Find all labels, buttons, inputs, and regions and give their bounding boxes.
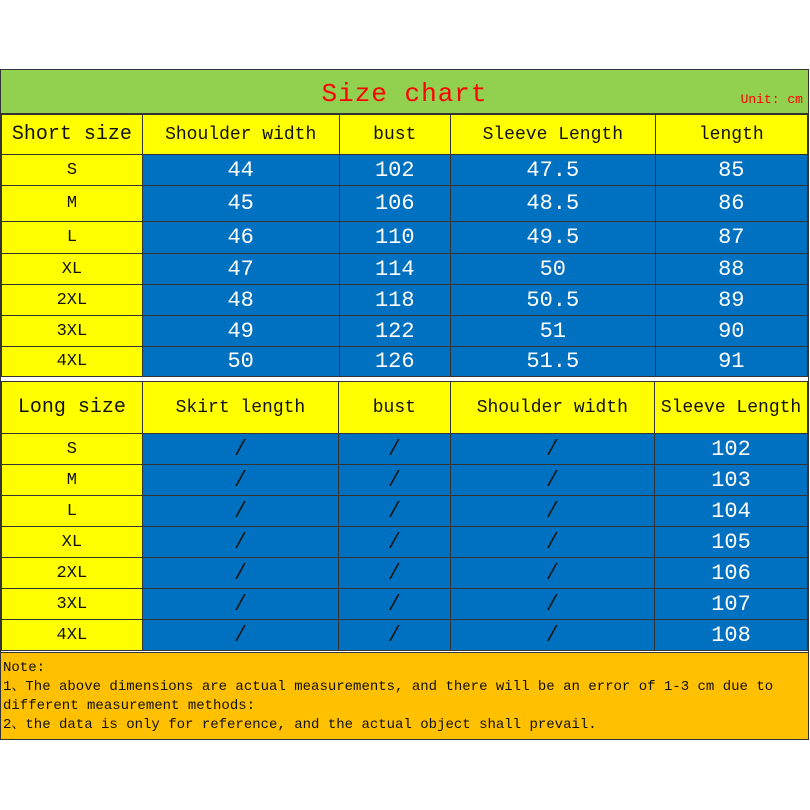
size-label: L bbox=[2, 222, 143, 254]
note-item: 1、The above dimensions are actual measurements, and there will be an error of 1-3 cm due to different measurement methods: bbox=[3, 679, 782, 714]
measurement-cell: / bbox=[450, 558, 655, 589]
measurement-cell: / bbox=[450, 496, 655, 527]
note-item: 2、the data is only for reference, and the actual object shall prevail. bbox=[3, 717, 597, 733]
column-header: length bbox=[655, 115, 807, 155]
table-row bbox=[2, 620, 808, 651]
measurement-cell: / bbox=[450, 434, 655, 465]
size-label: L bbox=[2, 496, 143, 527]
long-size-table bbox=[1, 381, 808, 651]
measurement-cell: 102 bbox=[655, 434, 808, 465]
measurement-cell: / bbox=[339, 434, 450, 465]
measurement-cell: / bbox=[339, 527, 450, 558]
measurement-cell: 88 bbox=[655, 254, 807, 285]
column-header: Sleeve Length bbox=[451, 115, 656, 155]
measurement-cell: 50 bbox=[451, 254, 656, 285]
measurement-cell: / bbox=[142, 465, 338, 496]
table-row bbox=[2, 465, 808, 496]
header-row bbox=[2, 382, 808, 434]
size-type-header: Long size bbox=[2, 382, 143, 434]
unit-label: Unit: cm bbox=[740, 92, 803, 107]
measurement-cell: 49 bbox=[142, 316, 339, 347]
measurement-cell: / bbox=[142, 620, 338, 651]
table-row bbox=[2, 434, 808, 465]
table-row bbox=[2, 155, 808, 186]
size-type-header: Short size bbox=[2, 115, 143, 155]
measurement-cell: / bbox=[142, 558, 338, 589]
measurement-cell: 107 bbox=[655, 589, 808, 620]
measurement-cell: 114 bbox=[339, 254, 451, 285]
measurement-cell: 108 bbox=[655, 620, 808, 651]
measurement-cell: 51.5 bbox=[451, 347, 656, 377]
size-label: 3XL bbox=[2, 589, 143, 620]
measurement-cell: / bbox=[450, 527, 655, 558]
measurement-cell: / bbox=[339, 496, 450, 527]
column-header: bust bbox=[339, 115, 451, 155]
measurement-cell: 122 bbox=[339, 316, 451, 347]
size-chart bbox=[0, 69, 809, 740]
header-row bbox=[2, 115, 808, 155]
column-header: bust bbox=[339, 382, 450, 434]
table-row bbox=[2, 254, 808, 285]
size-label: S bbox=[2, 434, 143, 465]
table-row bbox=[2, 558, 808, 589]
measurement-cell: 47.5 bbox=[451, 155, 656, 186]
measurement-cell: / bbox=[142, 589, 338, 620]
size-label: XL bbox=[2, 527, 143, 558]
measurement-cell: 85 bbox=[655, 155, 807, 186]
title-bar bbox=[1, 70, 808, 114]
measurement-cell: 50.5 bbox=[451, 285, 656, 316]
measurement-cell: 118 bbox=[339, 285, 451, 316]
measurement-cell: / bbox=[450, 465, 655, 496]
measurement-cell: / bbox=[142, 527, 338, 558]
measurement-cell: / bbox=[450, 589, 655, 620]
size-label: 2XL bbox=[2, 285, 143, 316]
chart-title: Size chart bbox=[321, 79, 488, 109]
measurement-cell: 106 bbox=[655, 558, 808, 589]
measurement-cell: 110 bbox=[339, 222, 451, 254]
table-row bbox=[2, 347, 808, 377]
measurement-cell: 106 bbox=[339, 186, 451, 222]
measurement-cell: 105 bbox=[655, 527, 808, 558]
measurement-cell: 46 bbox=[142, 222, 339, 254]
measurement-cell: / bbox=[142, 434, 338, 465]
measurement-cell: 103 bbox=[655, 465, 808, 496]
measurement-cell: 48 bbox=[142, 285, 339, 316]
size-label: M bbox=[2, 465, 143, 496]
column-header: Skirt length bbox=[142, 382, 338, 434]
notes-section bbox=[1, 652, 808, 739]
table-row bbox=[2, 316, 808, 347]
size-label: 4XL bbox=[2, 347, 143, 377]
measurement-cell: / bbox=[339, 620, 450, 651]
table-row bbox=[2, 527, 808, 558]
measurement-cell: 126 bbox=[339, 347, 451, 377]
measurement-cell: / bbox=[450, 620, 655, 651]
short-size-table bbox=[1, 114, 808, 377]
note-heading: Note: bbox=[3, 660, 46, 676]
measurement-cell: 89 bbox=[655, 285, 807, 316]
measurement-cell: 51 bbox=[451, 316, 656, 347]
measurement-cell: 91 bbox=[655, 347, 807, 377]
measurement-cell: 102 bbox=[339, 155, 451, 186]
measurement-cell: 90 bbox=[655, 316, 807, 347]
measurement-cell: / bbox=[339, 589, 450, 620]
measurement-cell: / bbox=[339, 465, 450, 496]
column-header: Shoulder width bbox=[142, 115, 339, 155]
table-row bbox=[2, 186, 808, 222]
measurement-cell: / bbox=[142, 496, 338, 527]
size-label: 3XL bbox=[2, 316, 143, 347]
column-header: Sleeve Length bbox=[655, 382, 808, 434]
table-row bbox=[2, 589, 808, 620]
measurement-cell: 45 bbox=[142, 186, 339, 222]
size-label: S bbox=[2, 155, 143, 186]
size-label: M bbox=[2, 186, 143, 222]
measurement-cell: 104 bbox=[655, 496, 808, 527]
table-row bbox=[2, 222, 808, 254]
measurement-cell: 50 bbox=[142, 347, 339, 377]
measurement-cell: 49.5 bbox=[451, 222, 656, 254]
measurement-cell: 87 bbox=[655, 222, 807, 254]
measurement-cell: 86 bbox=[655, 186, 807, 222]
size-label: 4XL bbox=[2, 620, 143, 651]
table-row bbox=[2, 496, 808, 527]
measurement-cell: / bbox=[339, 558, 450, 589]
measurement-cell: 48.5 bbox=[451, 186, 656, 222]
table-row bbox=[2, 285, 808, 316]
size-label: 2XL bbox=[2, 558, 143, 589]
measurement-cell: 44 bbox=[142, 155, 339, 186]
column-header: Shoulder width bbox=[450, 382, 655, 434]
measurement-cell: 47 bbox=[142, 254, 339, 285]
size-label: XL bbox=[2, 254, 143, 285]
